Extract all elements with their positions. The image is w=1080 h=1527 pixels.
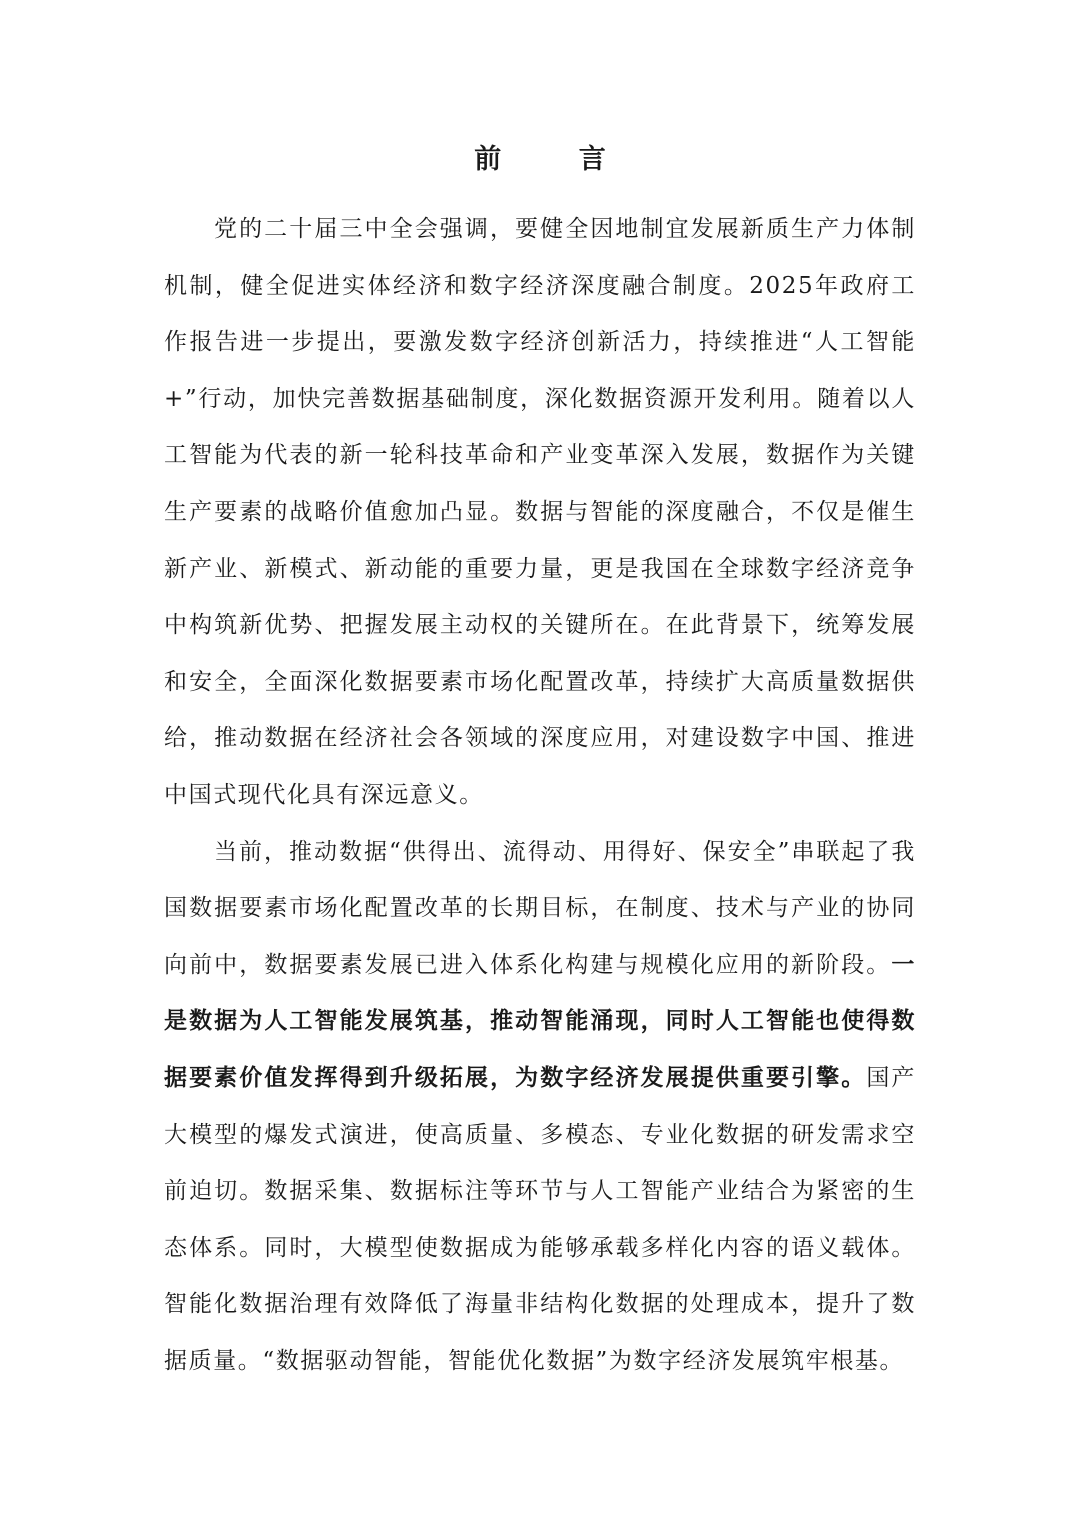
paragraph-2-emphasis: 一是数据为人工智能发展筑基，推动智能涌现，同时人工智能也使得数据要素价值发挥得到升级拓展，为数字经济发展提供重要引擎。 [164,951,916,1091]
page-title: 前 言 [474,144,640,175]
document-body [164,201,916,1389]
paragraph-2-lead: 当前，推动数据“供得出、流得动、用得好、保安全”串联起了我国数据要素市场化配置改革的长期目标，在制度、技术与产业的协同向前中，数据要素发展已进入体系化构建与规模化应用的新阶段。 [164,838,916,978]
paragraph-2 [164,824,916,1390]
paragraph-2-tail: 国产大模型的爆发式演进，使高质量、多模态、专业化数据的研发需求空前迫切。数据采集、数据标注等环节与人工智能产业结合为紧密的生态体系。同时，大模型使数据成为能够承载多样化内容的语义载体。智能化数据治理有效降低了海量非结构化数据的处理成本，提升了数据质量。“数据驱动智能，智能优化数据”为数字经济发展筑牢根基。 [164,1064,916,1374]
paragraph-1: 党的二十届三中全会强调，要健全因地制宜发展新质生产力体制机制，健全促进实体经济和数字经济深度融合制度。2025年政府工作报告进一步提出，要激发数字经济创新活力，持续推进“人工智能+”行动，加快完善数据基础制度，深化数据资源开发利用。随着以人工智能为代表的新一轮科技革命和产业变革深入发展，数据作为关键生产要素的战略价值愈加凸显。数据与智能的深度融合，不仅是催生新产业、新模式、新动能的重要力量，更是我国在全球数字经济竞争中构筑新优势、把握发展主动权的关键所在。在此背景下，统筹发展和安全，全面深化数据要素市场化配置改革，持续扩大高质量数据供给，推动数据在经济社会各领域的深度应用，对建设数字中国、推进中国式现代化具有深远意义。 [164,216,916,808]
